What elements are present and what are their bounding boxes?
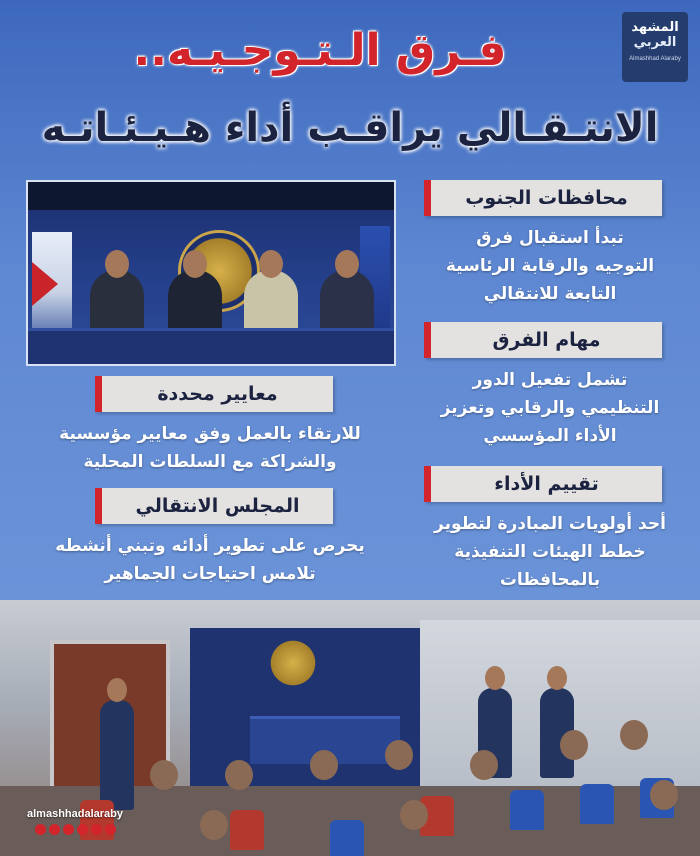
- youtube-icon: [63, 824, 74, 835]
- headline-primary: فـرق الـتـوجـيـه..: [133, 25, 507, 76]
- social-handle: almashhadalaraby: [27, 808, 123, 820]
- label-specific-criteria: معايير محددة: [95, 376, 333, 412]
- chair: [330, 820, 364, 856]
- attendee: [168, 270, 222, 332]
- chair: [510, 790, 544, 830]
- audience-member: [650, 780, 678, 810]
- standing-person: [100, 700, 134, 810]
- attendee: [90, 270, 144, 332]
- audience-member: [225, 760, 253, 790]
- brand-logo: [622, 12, 688, 82]
- text-southern-governorates: تبدأ استقبال فرق التوجيه والرقابة الرئاسية التابعة للانتقالي: [445, 228, 655, 304]
- audience-member: [560, 730, 588, 760]
- attendee: [320, 270, 374, 332]
- text-transitional-council: يحرص على تطوير أدائه وتبني أنشطه تلامس احتياجات الجماهير: [55, 536, 365, 584]
- telegram-icon: [91, 824, 102, 835]
- logo-caption: Almashhad Alaraby: [629, 56, 681, 62]
- audience-member: [470, 750, 498, 780]
- twitter-icon: [49, 824, 60, 835]
- attendee: [244, 270, 298, 332]
- ceiling-lights: [28, 182, 394, 210]
- facebook-icon: [35, 824, 46, 835]
- text-specific-criteria: للارتقاء بالعمل وفق معايير مؤسسية والشراكة مع السلطات المحلية: [59, 424, 361, 472]
- audience-member: [310, 750, 338, 780]
- audience-member: [400, 800, 428, 830]
- conference-table: [28, 328, 394, 364]
- chair: [580, 784, 614, 824]
- social-icons: [10, 824, 140, 835]
- audience-member: [620, 720, 648, 750]
- label-southern-governorates: محافظات الجنوب: [424, 180, 662, 216]
- whatsapp-icon: [105, 824, 116, 835]
- social-watermark: [10, 808, 140, 835]
- chair: [230, 810, 264, 850]
- label-transitional-council: المجلس الانتقالي: [95, 488, 333, 524]
- logo-line2: العربي: [633, 35, 677, 50]
- text-team-tasks: تشمل تفعيل الدور التنظيمي والرقابي وتعزيز الأداء المؤسسي: [440, 370, 660, 446]
- logo-line1: المشهد: [631, 20, 679, 35]
- label-team-tasks: مهام الفرق: [424, 322, 662, 358]
- label-performance-evaluation: تقييم الأداء: [424, 466, 662, 502]
- audience-member: [150, 760, 178, 790]
- text-performance-evaluation: أحد أولويات المبادرة لتطوير خطط الهيئات التنفيذية بالمحافظات: [434, 514, 666, 590]
- audience-member: [385, 740, 413, 770]
- instagram-icon: [77, 824, 88, 835]
- audience-member: [200, 810, 228, 840]
- meeting-photo: [26, 180, 396, 366]
- headline-secondary: الانتـقـالي يراقـب أداء هـيـئـاتـه: [41, 105, 659, 151]
- stage-emblem: [268, 638, 318, 688]
